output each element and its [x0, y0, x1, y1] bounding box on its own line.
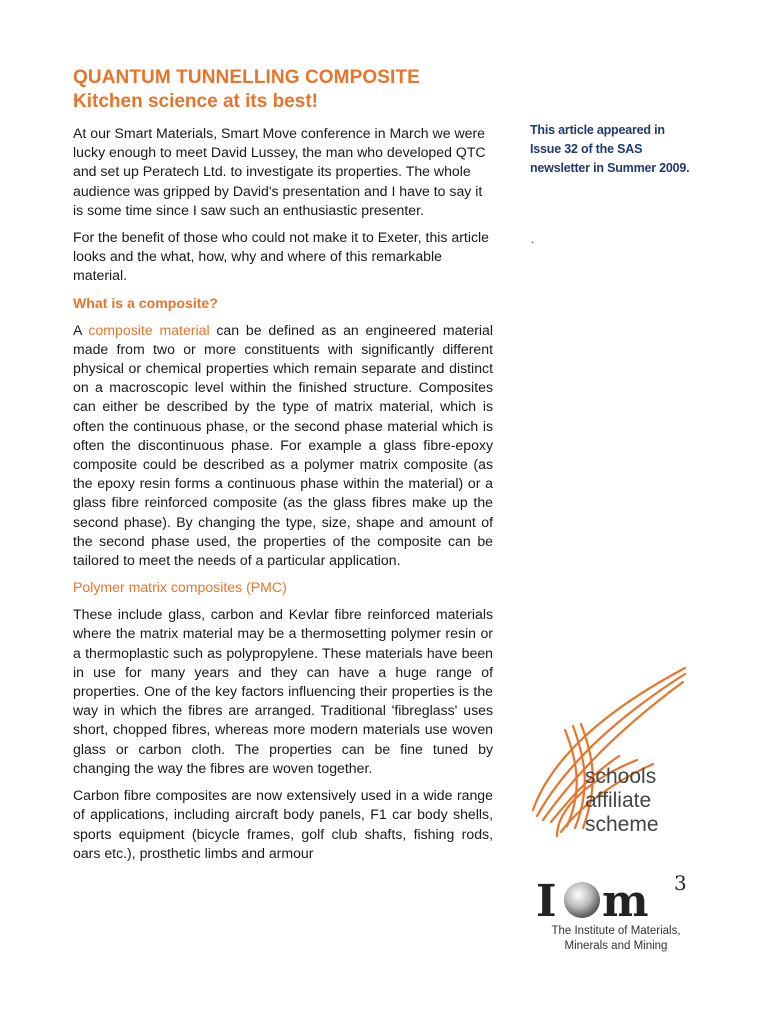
sidebar-dot: . [531, 232, 535, 246]
section-heading-composite: What is a composite? [73, 294, 218, 311]
intro-paragraph-1: At our Smart Materials, Smart Move conference in March we were lucky enough to meet David Lussey, the man who developed QTC and set up Peratech Ltd. to investigate its properties. The whole audience was gripped by David's presentation and I have to say it is some time since I saw such an enthusiastic presenter. [73, 125, 486, 218]
iom3-logo-i: I [536, 876, 557, 927]
iom3-logo-m: m [602, 876, 649, 927]
sidebar-note: This article appeared in Issue 32 of the SAS newsletter in Summer 2009. [530, 123, 690, 175]
iom3-logo-line-1: The Institute of Materials, [551, 925, 681, 937]
sas-logo-line-1: schools [585, 765, 657, 788]
section-heading-pmc: Polymer matrix composites (PMC) [73, 579, 287, 596]
pmc-paragraph-2: Carbon fibre composites are now extensively used in a wide range of applications, including aircraft body panels, F1 car body shells, sports equipment (bicycle frames, golf club shafts, fishing rods, oars etc.), prosthetic limbs and armour [73, 787, 493, 861]
composite-lead: A [73, 321, 89, 338]
article [73, 66, 493, 871]
sas-logo-line-2: affiliate [585, 789, 652, 812]
sas-logo-text [585, 765, 659, 837]
iom3-logo-line-2: Minerals and Mining [564, 940, 668, 952]
sas-logo-line-3: scheme [585, 813, 659, 836]
iom3-logo-superscript: 3 [674, 871, 687, 895]
pmc-paragraph-1: These include glass, carbon and Kevlar fibre reinforced materials where the matrix material may be a thermosetting polymer resin or a thermoplastic such as polypropylene. These materials have been in use for many years and they can have a huge range of properties. One of the key factors influencing their properties is the way in which the fibres are arranged. Traditional 'fibreglass' uses short, chopped fibres, whereas more modern materials use woven glass or carbon cloth. The properties can be fine tuned by changing the way the fibres are woven together. [73, 606, 493, 776]
article-subtitle: Kitchen science at its best! [73, 91, 318, 112]
iom3-logo-subtitle [541, 924, 691, 954]
composite-body: can be defined as an engineered material made from two or more constituents with significantly different physical or chemical properties which remain separate and distinct on a macroscopic level within the finished structure. Composites can either be described by the type of matrix material, which is often the continuous phase, or the second phase material which is often the discontinuous phase. For example a glass fibre-epoxy composite could be described as a polymer matrix composite (as the epoxy resin forms a continuous phase within the material) or a glass fibre reinforced composite (as the glass fibres make up the second phase). By changing the type, size, shape and amount of the second phase used, the properties of the composite can be tailored to meet the needs of a particular application. [73, 321, 493, 569]
composite-material-link[interactable]: composite material [88, 321, 210, 338]
composite-paragraph [73, 321, 493, 571]
iom3-logo-sphere [564, 882, 600, 918]
article-title: QUANTUM TUNNELLING COMPOSITE [73, 67, 420, 88]
intro-paragraph-2: For the benefit of those who could not make it to Exeter, this article looks and the what, how, why and where of this remarkable material. [73, 229, 489, 284]
